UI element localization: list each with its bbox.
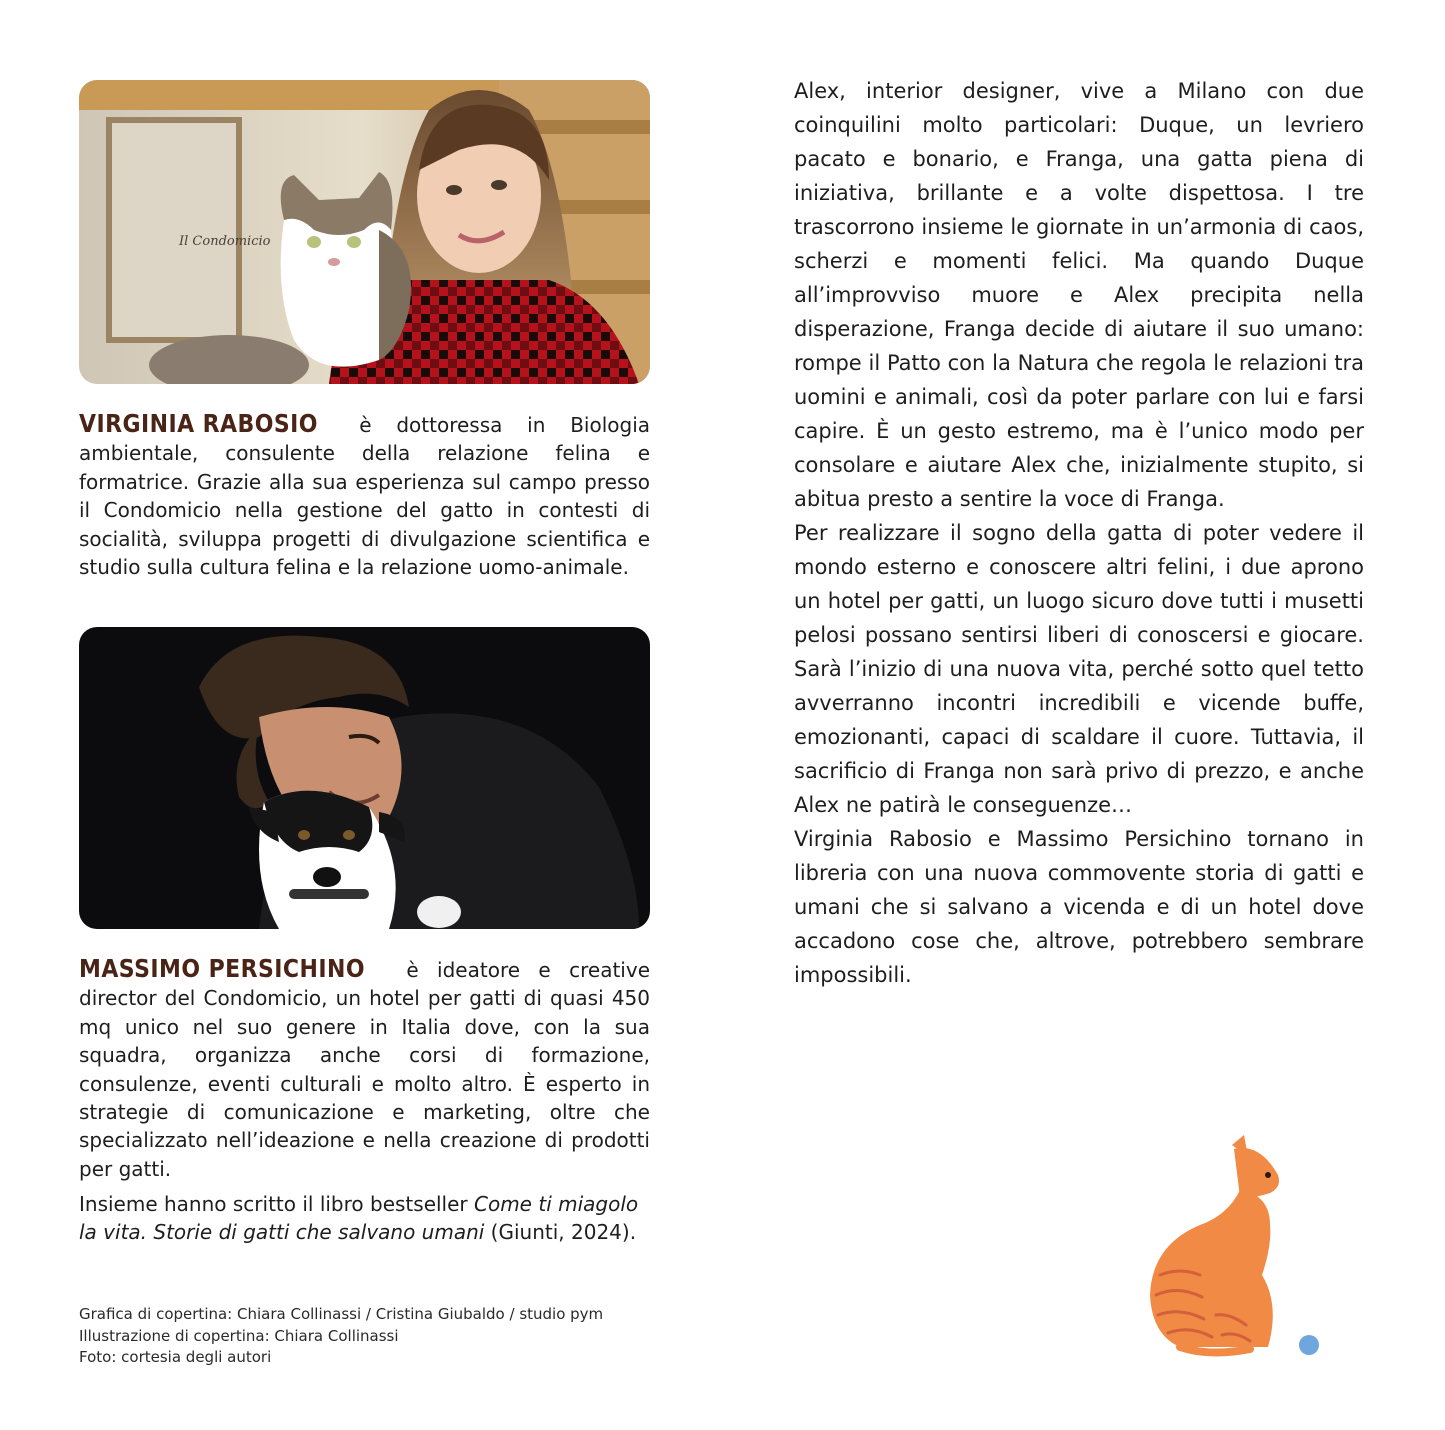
credit-line: Foto: cortesia degli autori (79, 1348, 272, 1366)
credit-line: Grafica di copertina: Chiara Collinassi / Cristina Giubaldo / studio pym (79, 1305, 604, 1323)
bestseller-note (79, 1190, 650, 1247)
credits (79, 1304, 679, 1369)
credit-line: Illustrazione di copertina: Chiara Collinassi (79, 1326, 399, 1345)
synopsis-paragraph: Per realizzare il sogno della gatta di poter vedere il mondo esterno e conoscere altri felini, i due aprono un hotel per gatti, un luogo sicuro dove tutti i musetti pelosi possano sentirsi liberi di conoscersi e giocare. Sarà l’inizio di una nuova vita, perché sotto quel tetto avverranno incontri incredibili e vicende buffe, emozionanti, capaci di scaldare il cuore. Tuttavia, il sacrificio di Franga non sarà privo di prezzo, e anche Alex ne patirà le conseguenze… (794, 521, 1364, 817)
author-bio-massimo (79, 955, 650, 1183)
author-bio-virginia (79, 410, 650, 581)
author-photo-virginia (79, 80, 650, 384)
wall-sign: Il Condomicio (179, 234, 271, 249)
book-title: Come ti miagolo la vita. Storie di gatti che salvano umani (79, 1192, 639, 1245)
author-name: VIRGINIA RABOSIO (79, 409, 318, 438)
bestseller-note-prefix: Insieme hanno scritto il libro bestseller (79, 1192, 474, 1216)
bestseller-note-suffix: (Giunti, 2024). (484, 1220, 637, 1245)
synopsis (794, 74, 1364, 992)
author-name: MASSIMO PERSICHINO (79, 954, 365, 983)
synopsis-paragraph: Virginia Rabosio e Massimo Persichino tornano in libreria con una nuova commovente storia di gatti e umani che si salvano a vicenda e di un hotel dove accadono cose che, altrove, potrebbero sembrare impossibili. (794, 827, 1364, 987)
synopsis-paragraph: Alex, interior designer, vive a Milano con due coinquilini molto particolari: Duque, un levriero pacato e bonario, e Franga, una gatta piena di iniziativa, brillante e a volte dispettosa. I tre trascorrono insieme le giornate in un’armonia di caos, scherzi e momenti felici. Ma quando Duque all’improvviso muore e Alex precipita nella disperazione, Franga decide di aiutare il suo umano: rompe il Patto con la Natura che regola le relazioni tra uomini e animali, così da poter parlare con lui e farsi capire. È un gesto estremo, ma è l’unico modo per consolare e aiutare Alex che, inizialmente stupito, si abitua presto a sentire la voce di Franga. (794, 79, 1364, 511)
cat-illustration-icon (1140, 1135, 1330, 1365)
author-bio-text: è dottoressa in Biologia ambientale, consulente della relazione felina e formatrice. Grazie alla sua esperienza sul campo presso il Condomicio nella gestione del gatto in contesti di socialità, sviluppa progetti di divulgazione scientifica e studio sulla cultura felina e la relazione uomo-animale. (79, 413, 651, 580)
author-photo-massimo (79, 627, 650, 929)
author-bio-text: è ideatore e creative director del Condomicio, un hotel per gatti di quasi 450 mq unico nel suo genere in Italia dove, con la sua squadra, organizza anche corsi di formazione, consulenze, eventi culturali e molto altro. È esperto in strategie di comunicazione e marketing, oltre che specializzato nell’ideazione e nella creazione di prodotti per gatti. (79, 958, 650, 1181)
